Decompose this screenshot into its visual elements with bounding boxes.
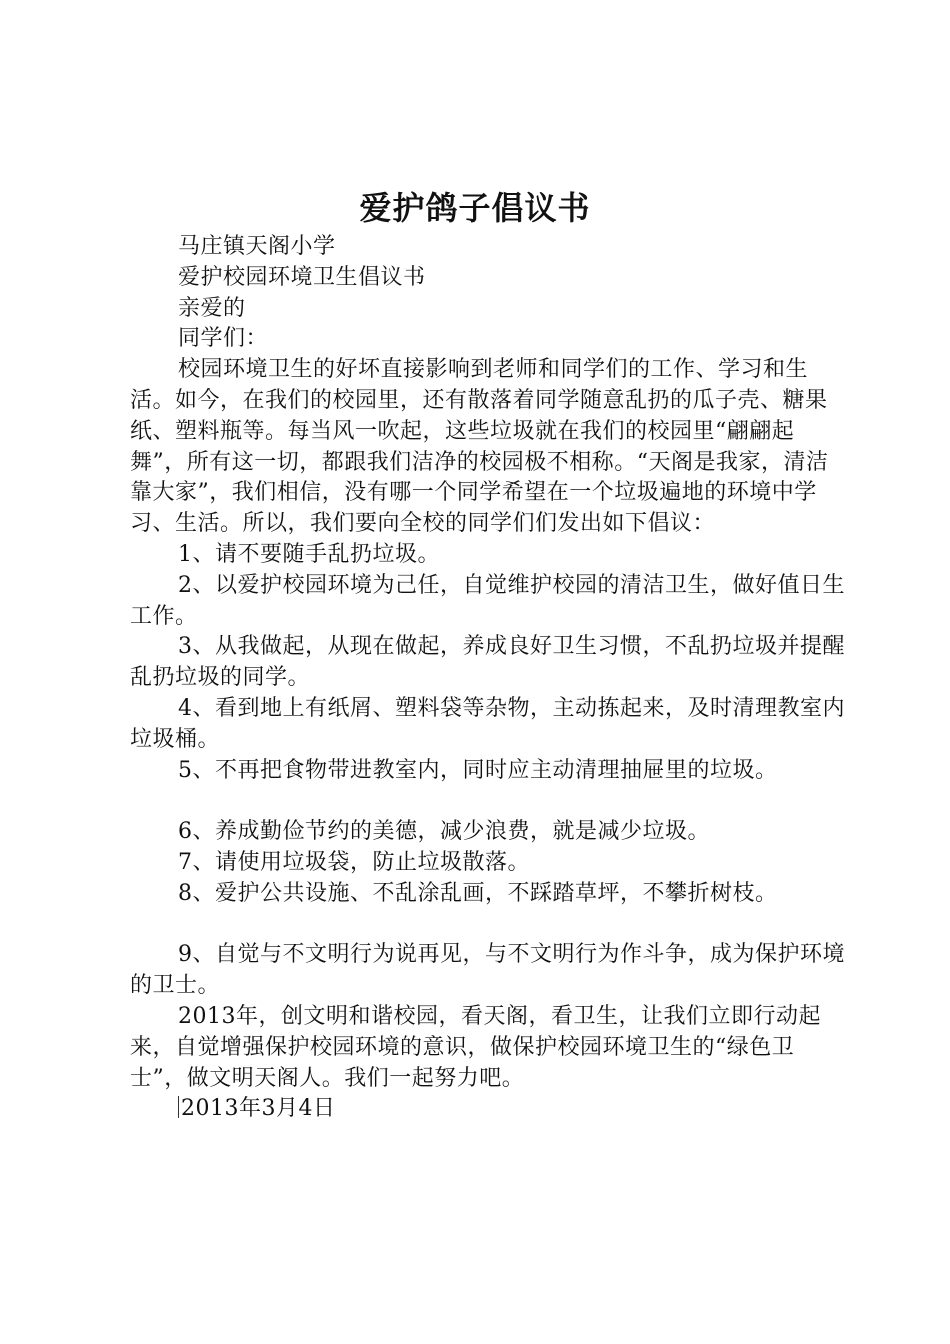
document-body: [130, 232, 850, 1125]
date-line: [130, 1094, 850, 1125]
school-name: 马庄镇天阁小学: [178, 234, 336, 259]
document-date: 2013年3月4日: [181, 1096, 336, 1122]
intro-paragraph: 校园环境卫生的好坏直接影响到老师和同学们的工作、学习和生活。如今，在我们的校园里，还有散落着同学随意乱扔的瓜子壳、糖果纸、塑料瓶等。每当风一吹起，这些垃圾就在我们的校园里“翩翩起舞”，所有这一切，都跟我们洁净的校园极不相称。“天阁是我家，清洁靠大家”，我们相信，没有哪一个同学希望在一个垃圾遍地的环境中学习、生活。所以，我们要向全校的同学们们发出如下倡议：: [130, 357, 829, 537]
salutation-line-2: 同学们：: [178, 326, 269, 352]
proposal-item-7: 7、请使用垃圾袋，防止垃圾散落。: [178, 849, 530, 875]
text-cursor: [178, 1096, 179, 1118]
proposal-item-4: 4、看到地上有纸屑、塑料袋等杂物，主动拣起来，及时清理教室内垃圾桶。: [130, 695, 845, 752]
proposal-item-2: 2、以爱护校园环境为己任，自觉维护校园的清洁卫生，做好值日生工作。: [130, 572, 845, 629]
subtitle: 爱护校园环境卫生倡议书: [178, 264, 426, 290]
proposal-item-8: 8、爱护公共设施、不乱涂乱画，不踩踏草坪，不攀折树枝。: [178, 880, 778, 906]
proposal-item-5: 5、不再把食物带进教室内，同时应主动清理抽屉里的垃圾。: [178, 757, 778, 783]
proposal-item-1: 1、请不要随手乱扔垃圾。: [178, 541, 440, 567]
document-title: 爱护鸽子倡议书: [359, 189, 591, 227]
salutation-line-1: 亲爱的: [178, 295, 246, 321]
proposal-item-6: 6、养成勤俭节约的美德，减少浪费，就是减少垃圾。: [178, 819, 710, 845]
proposal-item-3: 3、从我做起，从现在做起，养成良好卫生习惯，不乱扔垃圾并提醒乱扔垃圾的同学。: [130, 634, 845, 691]
closing-paragraph: 2013年，创文明和谐校园，看天阁，看卫生，让我们立即行动起来，自觉增强保护校园环境的意识，做保护校园环境卫生的“绿色卫士”，做文明天阁人。我们一起努力吧。: [130, 1003, 821, 1091]
proposal-item-9: 9、自觉与不文明行为说再见，与不文明行为作斗争，成为保护环境的卫士。: [130, 942, 845, 999]
